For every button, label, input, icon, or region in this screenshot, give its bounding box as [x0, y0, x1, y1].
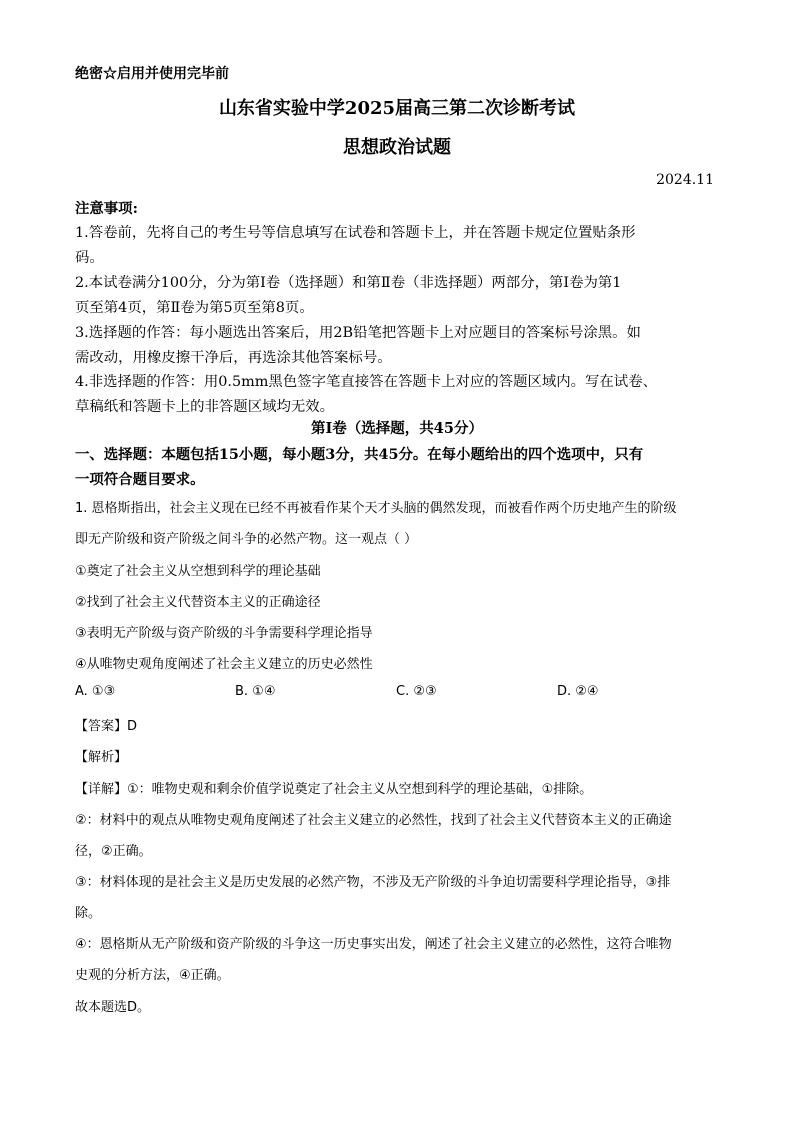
answer-line — [75, 715, 137, 734]
option-c: C. ②③ — [396, 684, 437, 699]
exam-subject: 思想政治试题 — [343, 137, 451, 158]
instruction-line: 码。 — [75, 250, 104, 266]
instruction-line: 需改动，用橡皮擦干净后，再选涂其他答案标号。 — [75, 350, 392, 366]
detail-line: 史观的分析方法，④正确。 — [75, 968, 230, 983]
statement-item: ③表明无产阶级与资产阶级的斗争需要科学理论指导 — [75, 626, 373, 641]
option-a: A. ①③ — [75, 684, 116, 699]
detail-line: 故本题选D。 — [75, 1000, 151, 1015]
question-stem: 1. 恩格斯指出，社会主义现在已经不再被看作某个天才头脑的偶然发现，而被看作两个历史地产生的阶级 — [75, 501, 677, 516]
section-intro: 一、选择题：本题包括15小题，每小题3分，共45分。在每小题给出的四个选项中，只有 — [75, 446, 644, 463]
option-b: B. ①④ — [235, 684, 276, 699]
instruction-line: 2.本试卷满分100分，分为第Ⅰ卷（选择题）和第Ⅱ卷（非选择题）两部分，第Ⅰ卷为第1 — [75, 275, 622, 291]
instruction-line: 草稿纸和答题卡上的非答题区域均无效。 — [75, 399, 335, 415]
instruction-line: 1.答卷前，先将自己的考生号等信息填写在试卷和答题卡上，并在答题卡规定位置贴条形 — [75, 225, 636, 241]
detail-line: 径，②正确。 — [75, 844, 152, 859]
answer-label: 【答案】 — [75, 719, 128, 734]
exam-title: 山东省实验中学2025届高三第二次诊断考试 — [218, 98, 576, 119]
answer-value: D — [127, 719, 138, 734]
detail-line: ④：恩格斯从无产阶级和资产阶级的斗争这一历史事实出发，阐述了社会主义建立的必然性，这符合唯物 — [75, 937, 672, 952]
instruction-line: 页至第4页，第Ⅱ卷为第5页至第8页。 — [75, 300, 314, 316]
instruction-line: 3.选择题的作答：每小题选出答案后，用2B铅笔把答题卡上对应题目的答案标号涂黑。如 — [75, 325, 641, 341]
instructions-heading: 注意事项: — [75, 200, 138, 217]
confidential-notice: 绝密☆启用并使用完毕前 — [75, 66, 229, 82]
statement-item: ②找到了社会主义代替资本主义的正确途径 — [75, 595, 321, 610]
section-intro: 一项符合题目要求。 — [75, 471, 205, 488]
analysis-label: 【解析】 — [75, 750, 128, 765]
exam-date: 2024.11 — [656, 172, 714, 188]
section-title: 第Ⅰ卷（选择题，共45分） — [311, 420, 483, 437]
detail-line: ②：材料中的观点从唯物史观角度阐述了社会主义建立的必然性，找到了社会主义代替资本主义的正确途 — [75, 813, 672, 828]
option-d: D. ②④ — [557, 684, 599, 699]
instruction-line: 4.非选择题的作答：用0.5mm黑色签字笔直接答在答题卡上对应的答题区域内。写在试卷、 — [75, 374, 657, 390]
detail-line: ③：材料体现的是社会主义是历史发展的必然产物，不涉及无产阶级的斗争迫切需要科学理论指导，③排 — [75, 875, 671, 890]
detail-line: 【详解】①：唯物史观和剩余价值学说奠定了社会主义从空想到科学的理论基础，①排除。 — [75, 782, 593, 797]
statement-item: ①奠定了社会主义从空想到科学的理论基础 — [75, 564, 321, 579]
detail-line: 除。 — [75, 906, 102, 921]
question-stem: 即无产阶级和资产阶级之间斗争的必然产物。这一观点（ ） — [75, 532, 418, 547]
statement-item: ④从唯物史观角度阐述了社会主义建立的历史必然性 — [75, 657, 373, 672]
